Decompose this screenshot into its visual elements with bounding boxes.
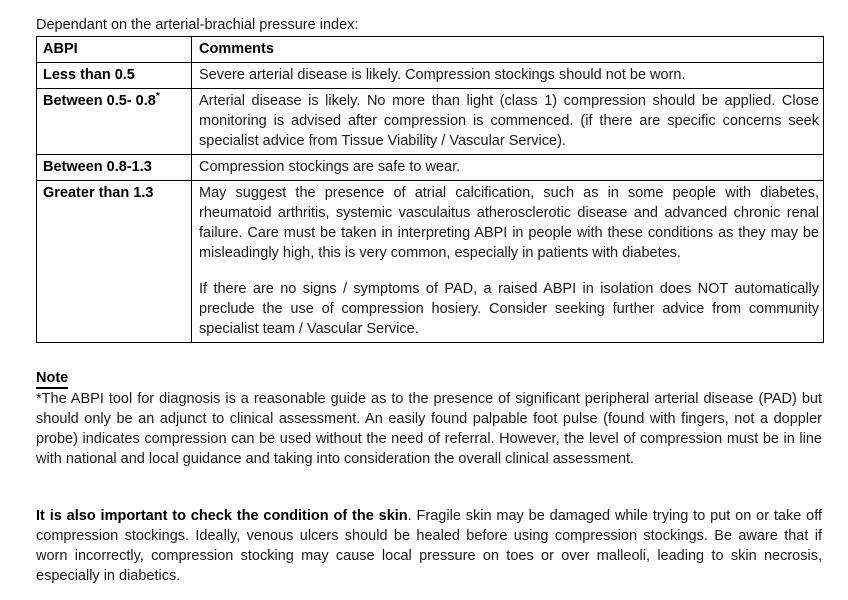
table-cell-comments: [192, 63, 824, 89]
comment-paragraph: If there are no signs / symptoms of PAD, a raised ABPI in isolation does NOT automatically preclude the use of compression hosiery. Consider seeking further advice from community specialist team / Vascular Service.: [199, 281, 819, 337]
table-header-cell-abpi: [37, 37, 192, 63]
table-header-row: [37, 37, 824, 63]
abpi-range-label: [37, 181, 191, 205]
note-body-paragraph: *The ABPI tool for diagnosis is a reasonable guide as to the presence of significant peripheral arterial disease (PAD) but should only be an adjunct to clinical assessment. An easily found palpable foot pulse (found with fingers, not a doppler probe) indicates compression can be used without the need of referral. However, the level of compression must be in line with national and local guidance and taking into consideration the overall clinical assessment.: [36, 391, 822, 467]
table-row: [37, 155, 824, 181]
table-header-label-comments: Comments: [199, 41, 274, 57]
table-row: [37, 89, 824, 155]
table-row: [37, 63, 824, 89]
abpi-range-text: Between 0.8-1.3: [43, 159, 152, 175]
intro-line: Dependant on the arterial-brachial pressure index:: [36, 17, 359, 33]
table-cell-abpi-range: [37, 181, 192, 343]
abpi-range-label: [37, 155, 191, 179]
skin-condition-paragraph: [36, 506, 822, 586]
comment-paragraph: Arterial disease is likely. No more than light (class 1) compression should be applied. Close monitoring is advised after compression is commenced. (if there are specific concerns seek specialist advice from Tissue Viability / Vascular Service).: [199, 93, 819, 149]
table-cell-comments: [192, 89, 824, 155]
table-cell-comments: [192, 181, 824, 343]
abpi-range-label: [37, 89, 191, 113]
table-cell-abpi-range: [37, 155, 192, 181]
comment-paragraph: May suggest the presence of atrial calcification, such as in some people with diabetes, rheumatoid arthritis, systemic vasculaitus atherosclerotic disease and advanced chronic renal failure. Care must be taken in interpreting ABPI in people with these conditions as they may be misleadingly high, this is very common, especially in patients with diabetes.: [199, 185, 819, 261]
abpi-range-text: Greater than 1.3: [43, 185, 154, 201]
abpi-range-label: [37, 63, 191, 87]
comment-paragraph: Compression stockings are safe to wear.: [199, 159, 461, 175]
table-cell-abpi-range: [37, 63, 192, 89]
abpi-range-text: Less than 0.5: [43, 67, 135, 83]
abpi-range-asterisk: *: [155, 91, 160, 103]
comment-paragraph: Severe arterial disease is likely. Compression stockings should not be worn.: [199, 67, 686, 83]
table-header-label-abpi: ABPI: [43, 41, 78, 57]
skin-condition-rest: . Fragile skin may be damaged while trying to put on or take off compression stockings. Ideally, venous ulcers should be healed before using compression stockings. Be aware that if worn incorrectly, compression stocking may cause local pressure on toes or over malleoli, leading to skin necrosis, especially in diabetics.: [36, 508, 823, 584]
abpi-table: [36, 36, 824, 343]
table-row: [37, 181, 824, 343]
table-cell-abpi-range: [37, 89, 192, 155]
note-heading: Note: [36, 370, 68, 389]
abpi-range-text: Between 0.5- 0.8: [43, 93, 156, 109]
skin-condition-lead-sentence: It is also important to check the condition of the skin: [36, 508, 408, 524]
table-header-cell-comments: [192, 37, 824, 63]
table-cell-comments: [192, 155, 824, 181]
